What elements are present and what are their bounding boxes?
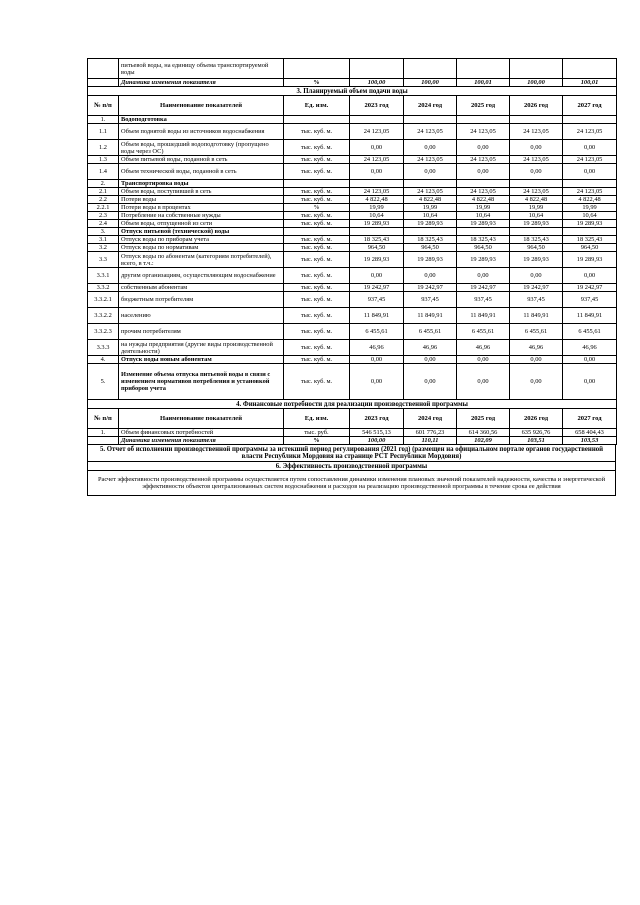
row-num: 3.3 — [88, 252, 119, 268]
header-name: Наименование показателей — [119, 96, 284, 116]
row-value: 0,00 — [350, 356, 404, 364]
table-row — [88, 196, 617, 204]
cont-num-cell — [88, 59, 119, 79]
fin-dynamics-value: 102,09 — [457, 437, 510, 445]
row-num: 2.2.1 — [88, 204, 119, 212]
cont-unit-cell — [284, 59, 350, 79]
header-year: 2027 год — [563, 409, 617, 429]
row-name: Потребление на собственные нужды — [119, 212, 284, 220]
row-value: 11 849,91 — [563, 308, 617, 324]
row-unit: тыс. куб. м. — [284, 340, 350, 356]
row-name: Объем технической воды, поданной в сеть — [119, 164, 284, 180]
row-value — [404, 228, 457, 236]
row-name: Отпуск воды по нормативам — [119, 244, 284, 252]
row-num: 2.2 — [88, 196, 119, 204]
row-unit: тыс. куб. м. — [284, 196, 350, 204]
header-year: 2025 год — [457, 96, 510, 116]
row-value: 0,00 — [510, 356, 563, 364]
fin-dynamics-value: 103,53 — [563, 437, 617, 445]
table-row — [88, 188, 617, 196]
row-name: бюджетным потребителям — [119, 292, 284, 308]
row-value: 6 455,61 — [404, 324, 457, 340]
row-value: 24 123,05 — [404, 124, 457, 140]
row-value: 0,00 — [457, 164, 510, 180]
table-row — [88, 228, 617, 236]
row-num: 3.3.2 — [88, 284, 119, 292]
row-value — [510, 116, 563, 124]
row-num: 3.3.2.1 — [88, 292, 119, 308]
row-unit: тыс. куб. м. — [284, 164, 350, 180]
row-value: 964,50 — [350, 244, 404, 252]
row-unit: тыс. куб. м. — [284, 356, 350, 364]
table-row — [88, 308, 617, 324]
cont-val-cell — [563, 59, 617, 79]
table-row — [88, 284, 617, 292]
row-unit — [284, 228, 350, 236]
row-unit: тыс. куб. м. — [284, 268, 350, 284]
row-unit: тыс. куб. м. — [284, 324, 350, 340]
fin-dynamics-label: Динамика изменения показателя — [119, 437, 284, 445]
header-unit: Ед. изм. — [284, 409, 350, 429]
cont-val-cell — [404, 59, 457, 79]
row-num: 1.3 — [88, 156, 119, 164]
table-row — [88, 116, 617, 124]
row-num: 3.3.2.2 — [88, 308, 119, 324]
table-row — [88, 204, 617, 212]
row-unit: тыс. куб. м. — [284, 188, 350, 196]
row-value: 4 822,48 — [404, 196, 457, 204]
row-value — [510, 228, 563, 236]
row-value: 0,00 — [350, 268, 404, 284]
row-value: 19 242,97 — [563, 284, 617, 292]
row-value: 0,00 — [350, 364, 404, 400]
row-value: 0,00 — [457, 140, 510, 156]
row-name: Транспортировка воды — [119, 180, 284, 188]
row-value: 10,64 — [350, 212, 404, 220]
row-value: 964,50 — [404, 244, 457, 252]
header-unit: Ед. изм. — [284, 96, 350, 116]
table-row — [88, 236, 617, 244]
row-value: 964,50 — [457, 244, 510, 252]
row-value: 24 123,05 — [350, 156, 404, 164]
table-row — [88, 212, 617, 220]
row-value: 24 123,05 — [563, 188, 617, 196]
header-year: 2024 год — [404, 409, 457, 429]
row-value: 19 289,93 — [563, 252, 617, 268]
row-unit: тыс. куб. м. — [284, 140, 350, 156]
table-row — [88, 220, 617, 228]
row-name: Потери воды — [119, 196, 284, 204]
cont-label-cell: питьевой воды, на единицу объема транспортируемой воды — [119, 59, 284, 79]
fin-value: 614 360,56 — [457, 429, 510, 437]
row-value — [563, 116, 617, 124]
row-value: 19 289,93 — [404, 252, 457, 268]
fin-dynamics-value: 110,11 — [404, 437, 457, 445]
row-num: 3.1 — [88, 236, 119, 244]
row-unit — [284, 116, 350, 124]
row-value: 19,99 — [457, 204, 510, 212]
row-value: 19 289,93 — [404, 220, 457, 228]
header-year: 2024 год — [404, 96, 457, 116]
row-num: 4. — [88, 356, 119, 364]
fin-dynamics-value: 103,51 — [510, 437, 563, 445]
row-value: 24 123,05 — [350, 188, 404, 196]
row-value: 937,45 — [563, 292, 617, 308]
row-name: Объем воды, отпущенной из сети — [119, 220, 284, 228]
row-value: 24 123,05 — [510, 124, 563, 140]
row-value: 937,45 — [457, 292, 510, 308]
row-value — [350, 228, 404, 236]
row-value: 19 289,93 — [563, 220, 617, 228]
row-name: Объем питьевой воды, поданной в сеть — [119, 156, 284, 164]
row-value: 19 289,93 — [457, 252, 510, 268]
row-num: 3.2 — [88, 244, 119, 252]
row-value: 24 123,05 — [350, 124, 404, 140]
row-value: 937,45 — [510, 292, 563, 308]
table-row — [88, 164, 617, 180]
row-value: 0,00 — [350, 164, 404, 180]
row-value: 964,50 — [563, 244, 617, 252]
row-value: 11 849,91 — [510, 308, 563, 324]
row-value: 24 123,05 — [563, 124, 617, 140]
table-row — [88, 252, 617, 268]
table-row — [88, 292, 617, 308]
row-name: Отпуск воды по абонентам (категориям потребителей), всего, в т.ч.: — [119, 252, 284, 268]
row-name: Водоподготовка — [119, 116, 284, 124]
header-year: 2026 год — [510, 96, 563, 116]
row-value — [457, 228, 510, 236]
header-num: № п/п — [88, 409, 119, 429]
row-unit: тыс. куб. м. — [284, 244, 350, 252]
row-value: 24 123,05 — [510, 156, 563, 164]
row-value: 46,96 — [404, 340, 457, 356]
row-value: 10,64 — [404, 212, 457, 220]
row-name: Объем воды, поступившей в сеть — [119, 188, 284, 196]
header-year: 2026 год — [510, 409, 563, 429]
row-num: 1.4 — [88, 164, 119, 180]
row-value: 0,00 — [457, 268, 510, 284]
row-unit: % — [284, 204, 350, 212]
row-value: 10,64 — [457, 212, 510, 220]
row-value: 6 455,61 — [563, 324, 617, 340]
row-value: 18 325,43 — [404, 236, 457, 244]
row-value: 18 325,43 — [457, 236, 510, 244]
row-num: 3. — [88, 228, 119, 236]
row-unit: тыс. куб. м. — [284, 292, 350, 308]
row-value: 0,00 — [404, 140, 457, 156]
row-value: 46,96 — [563, 340, 617, 356]
section-5-title: 5. Отчет об исполнении производственной программы за истекший период регулирования (2021 год) (размещен на официальном портале органов государственной власти Республики Мордовия на странице РСТ Республики Мордовия) — [88, 445, 616, 462]
row-value: 0,00 — [563, 364, 617, 400]
row-name: собственным абонентам — [119, 284, 284, 292]
row-unit: тыс. куб. м. — [284, 236, 350, 244]
row-value: 18 325,43 — [510, 236, 563, 244]
row-value: 0,00 — [510, 164, 563, 180]
row-value: 18 325,43 — [563, 236, 617, 244]
row-value: 10,64 — [510, 212, 563, 220]
dynamics-value: 100,00 — [510, 79, 563, 87]
row-value: 19,99 — [350, 204, 404, 212]
row-value: 18 325,43 — [350, 236, 404, 244]
row-value: 6 455,61 — [510, 324, 563, 340]
row-value — [350, 180, 404, 188]
row-name: прочим потребителям — [119, 324, 284, 340]
row-value: 0,00 — [404, 164, 457, 180]
table-row — [88, 140, 617, 156]
fin-name: Объем финансовых потребностей — [119, 429, 284, 437]
row-name: другим организациям, осуществляющим водоснабжение — [119, 268, 284, 284]
row-value: 0,00 — [563, 164, 617, 180]
table-row — [88, 356, 617, 364]
row-value: 964,50 — [510, 244, 563, 252]
row-name: Потери воды в процентах — [119, 204, 284, 212]
cont-val-cell — [457, 59, 510, 79]
row-value — [563, 228, 617, 236]
table-row — [88, 364, 617, 400]
row-value: 24 123,05 — [457, 124, 510, 140]
fin-dynamics-value: 100,00 — [350, 437, 404, 445]
row-value: 11 849,91 — [404, 308, 457, 324]
fin-value: 601 776,23 — [404, 429, 457, 437]
row-value: 24 123,05 — [457, 156, 510, 164]
row-value: 19 289,93 — [510, 220, 563, 228]
table-row — [88, 124, 617, 140]
row-num: 1. — [88, 116, 119, 124]
row-value: 19 289,93 — [350, 220, 404, 228]
row-value: 24 123,05 — [404, 188, 457, 196]
row-value: 46,96 — [457, 340, 510, 356]
row-value: 24 123,05 — [563, 156, 617, 164]
header-year: 2023 год — [350, 409, 404, 429]
row-value: 0,00 — [404, 268, 457, 284]
row-name: Отпуск питьевой (технической) воды — [119, 228, 284, 236]
row-value: 11 849,91 — [350, 308, 404, 324]
row-value: 937,45 — [350, 292, 404, 308]
row-value: 4 822,48 — [350, 196, 404, 204]
row-value: 0,00 — [457, 364, 510, 400]
row-value: 0,00 — [563, 356, 617, 364]
row-num: 2.3 — [88, 212, 119, 220]
row-value — [457, 116, 510, 124]
row-value: 11 849,91 — [457, 308, 510, 324]
row-num: 3.3.2.3 — [88, 324, 119, 340]
row-value: 24 123,05 — [510, 188, 563, 196]
row-num: 3.3.3 — [88, 340, 119, 356]
section-4-title: 4. Финансовые потребности для реализации производственной программы — [88, 400, 617, 409]
row-value: 4 822,48 — [457, 196, 510, 204]
row-value: 19 242,97 — [404, 284, 457, 292]
row-name: Изменение объема отпуска питьевой воды в связи с изменением нормативов потребления и установкой приборов учета — [119, 364, 284, 400]
row-unit: тыс. куб. м. — [284, 252, 350, 268]
row-value: 19,99 — [510, 204, 563, 212]
row-value: 0,00 — [404, 364, 457, 400]
dynamics-value: 100,00 — [350, 79, 404, 87]
row-value: 19 289,93 — [510, 252, 563, 268]
row-name: на нужды предприятия (другие виды производственной деятельности) — [119, 340, 284, 356]
row-unit — [284, 180, 350, 188]
row-value: 46,96 — [350, 340, 404, 356]
row-value: 19,99 — [404, 204, 457, 212]
row-unit: тыс. куб. м. — [284, 364, 350, 400]
row-value: 46,96 — [510, 340, 563, 356]
table-row — [88, 180, 617, 188]
row-value: 937,45 — [404, 292, 457, 308]
row-num: 1.1 — [88, 124, 119, 140]
header-year: 2027 год — [563, 96, 617, 116]
row-value: 0,00 — [350, 140, 404, 156]
section-6-text: Расчет эффективности производственной программы осуществляется путем сопоставления динамики изменения плановых значений показателей надежности, качества и энергетической эффективности объектов централизованных систем водоснабжения и расходов на реализацию производственной программы в течение срока ее действия — [88, 471, 616, 496]
row-value: 24 123,05 — [404, 156, 457, 164]
row-num: 2.1 — [88, 188, 119, 196]
row-value — [563, 180, 617, 188]
header-year: 2023 год — [350, 96, 404, 116]
section-5-6-table — [87, 444, 616, 496]
row-num: 2. — [88, 180, 119, 188]
row-value: 0,00 — [510, 364, 563, 400]
fin-value: 635 926,76 — [510, 429, 563, 437]
header-num: № п/п — [88, 96, 119, 116]
row-value: 19 242,97 — [350, 284, 404, 292]
row-num: 3.3.1 — [88, 268, 119, 284]
section-6-title: 6. Эффективность производственной программы — [88, 462, 616, 471]
cont-val-cell — [350, 59, 404, 79]
row-unit: тыс. куб. м. — [284, 284, 350, 292]
row-name: Объем воды, прошедший водоподготовку (пропущено воды через ОС) — [119, 140, 284, 156]
row-unit: тыс. куб. м. — [284, 220, 350, 228]
dynamics-value: 100,01 — [457, 79, 510, 87]
section-3-title: 3. Планируемый объем подачи воды — [88, 87, 617, 96]
row-value — [404, 116, 457, 124]
header-year: 2025 год — [457, 409, 510, 429]
row-value — [404, 180, 457, 188]
table-row — [88, 340, 617, 356]
continuation-table — [87, 58, 617, 87]
row-value: 19 242,97 — [510, 284, 563, 292]
fin-num: 1. — [88, 429, 119, 437]
row-unit: тыс. куб. м. — [284, 308, 350, 324]
row-value: 4 822,48 — [510, 196, 563, 204]
row-value: 10,64 — [563, 212, 617, 220]
section-3-body — [88, 116, 617, 400]
fin-unit: тыс. руб. — [284, 429, 350, 437]
row-unit: тыс. куб. м. — [284, 124, 350, 140]
row-value: 0,00 — [510, 140, 563, 156]
row-name: населению — [119, 308, 284, 324]
row-value: 19 289,93 — [350, 252, 404, 268]
table-row — [88, 324, 617, 340]
document-sheet — [87, 58, 616, 496]
row-value: 0,00 — [563, 140, 617, 156]
table-row — [88, 156, 617, 164]
row-value: 0,00 — [457, 356, 510, 364]
row-num: 1.2 — [88, 140, 119, 156]
row-name: Отпуск воды по приборам учета — [119, 236, 284, 244]
row-unit: тыс. куб. м. — [284, 212, 350, 220]
row-value: 0,00 — [510, 268, 563, 284]
section-3-table — [87, 86, 617, 400]
dynamics-unit: % — [284, 79, 350, 87]
row-value: 0,00 — [404, 356, 457, 364]
row-value — [510, 180, 563, 188]
row-value: 6 455,61 — [350, 324, 404, 340]
row-name: Отпуск воды новым абонентам — [119, 356, 284, 364]
header-name: Наименование показателей — [119, 409, 284, 429]
dynamics-label: Динамика изменения показателя — [119, 79, 284, 87]
row-value: 24 123,05 — [457, 188, 510, 196]
row-num: 5. — [88, 364, 119, 400]
row-value: 19 242,97 — [457, 284, 510, 292]
row-value: 6 455,61 — [457, 324, 510, 340]
fin-dynamics-unit: % — [284, 437, 350, 445]
row-value — [350, 116, 404, 124]
row-value — [457, 180, 510, 188]
row-unit: тыс. куб. м. — [284, 156, 350, 164]
dynamics-value: 100,01 — [563, 79, 617, 87]
row-value: 19,99 — [563, 204, 617, 212]
fin-value: 658 404,43 — [563, 429, 617, 437]
row-value: 19 289,93 — [457, 220, 510, 228]
fin-value: 546 515,13 — [350, 429, 404, 437]
cont-val-cell — [510, 59, 563, 79]
row-num: 2.4 — [88, 220, 119, 228]
row-value: 0,00 — [563, 268, 617, 284]
section-4-table — [87, 399, 617, 445]
table-row — [88, 244, 617, 252]
row-name: Объем поднятой воды из источников водоснабжения — [119, 124, 284, 140]
table-row — [88, 268, 617, 284]
dynamics-value: 100,00 — [404, 79, 457, 87]
row-value: 4 822,48 — [563, 196, 617, 204]
